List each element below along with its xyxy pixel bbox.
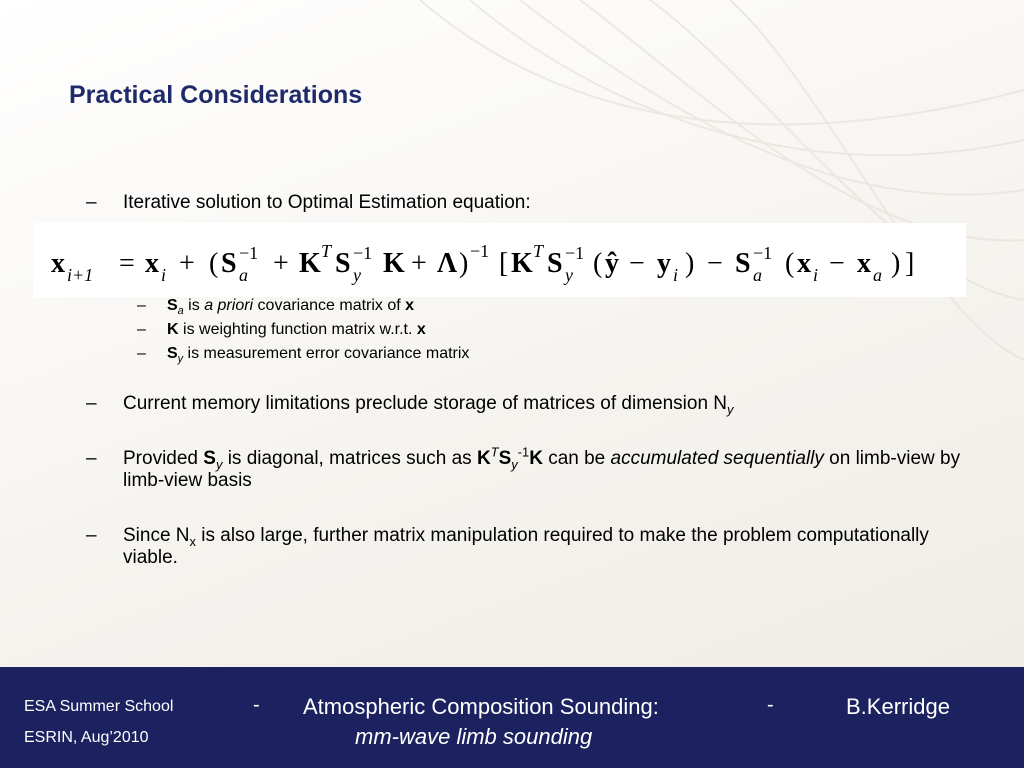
equation-box	[33, 223, 966, 297]
eq-exp-4: −1	[565, 243, 585, 263]
eq-S-1: S	[221, 248, 237, 279]
eq-y: y	[657, 248, 671, 279]
eq-S-2: S	[335, 248, 351, 279]
footer-separator-2: -	[767, 694, 774, 716]
eq-exp-5: −1	[753, 243, 773, 263]
bullet-diagonal-sy: – Provided $S_y$ is diagonal, matrices such as $K^TS_y^{-1}K$ can be accumulated sequentially on limb-view by limb-view basis	[86, 444, 961, 491]
subbullet-k: – K is weighting function matrix w.r.t. x	[137, 321, 426, 338]
eq-S-3: S	[547, 248, 563, 279]
eq-exp-2: −1	[353, 243, 373, 263]
bullet-memory-limitations: – Current memory limitations preclude storage of matrices of dimension $N_y$	[86, 393, 734, 417]
footer-title-line1: Atmospheric Composition Sounding:	[303, 694, 659, 719]
eq-minus-2: −	[707, 248, 723, 279]
eq-T-2: T	[533, 241, 544, 261]
eq-lambda: Λ	[437, 248, 458, 279]
eq-K-3: K	[511, 248, 533, 279]
eq-exp-3: −1	[470, 241, 490, 261]
eq-rparen-1: )	[459, 248, 469, 279]
optimal-estimation-equation	[33, 223, 966, 297]
eq-sub-i-2: i	[673, 265, 679, 285]
eq-yhat: ŷ	[605, 248, 619, 279]
eq-K-2: K	[383, 248, 405, 279]
eq-lparen-2: (	[593, 248, 603, 279]
eq-xa: x	[857, 248, 871, 279]
eq-lparen-3: (	[785, 248, 795, 279]
eq-K-1: K	[299, 248, 321, 279]
eq-sub-i: i	[161, 265, 167, 285]
footer-school: ESA Summer School	[24, 698, 174, 715]
footer-bar	[0, 667, 1024, 768]
bullet-nx-large: – Since $N_x$ is also large, further matrix manipulation required to make the problem computationally viable.	[86, 525, 929, 568]
eq-sub-i-3: i	[813, 265, 819, 285]
eq-sub-a-2: a	[753, 265, 762, 285]
eq-lparen-1: (	[209, 248, 219, 279]
eq-rparen-3: )	[891, 248, 901, 279]
eq-lbracket: [	[499, 248, 509, 279]
bullet-iterative-solution: – Iterative solution to Optimal Estimation equation:	[86, 192, 531, 213]
eq-equals: =	[119, 248, 135, 279]
eq-minus-1: −	[629, 248, 645, 279]
eq-T-1: T	[321, 241, 332, 261]
footer-title-line2: mm-wave limb sounding	[355, 724, 593, 749]
slide-title: Practical Considerations	[69, 81, 363, 109]
eq-exp-1: −1	[239, 243, 259, 263]
footer-author: B.Kerridge	[846, 694, 950, 719]
eq-x: x	[51, 248, 65, 279]
eq-plus-1: +	[179, 248, 195, 279]
eq-sub-y-2: y	[565, 265, 573, 285]
footer-location-date: ESRIN, Aug’2010	[24, 729, 149, 746]
eq-sub-y-1: y	[353, 265, 361, 285]
eq-rparen-2: )	[685, 248, 695, 279]
eq-plus-3: +	[411, 248, 427, 279]
eq-S-4: S	[735, 248, 751, 279]
eq-sub-ip1: i+1	[67, 265, 94, 285]
footer-separator-1: -	[253, 694, 260, 716]
eq-rbracket: ]	[905, 248, 915, 279]
eq-xi: x	[145, 248, 159, 279]
eq-plus-2: +	[273, 248, 289, 279]
eq-minus-3: −	[829, 248, 845, 279]
eq-sub-a-3: a	[873, 265, 882, 285]
eq-sub-a-1: a	[239, 265, 248, 285]
eq-xi-2: x	[797, 248, 811, 279]
subbullet-sy: – $S_y$ is measurement error covariance matrix	[137, 345, 470, 366]
subbullet-sa: – $S_a$ is a priori covariance matrix of x	[137, 297, 415, 318]
